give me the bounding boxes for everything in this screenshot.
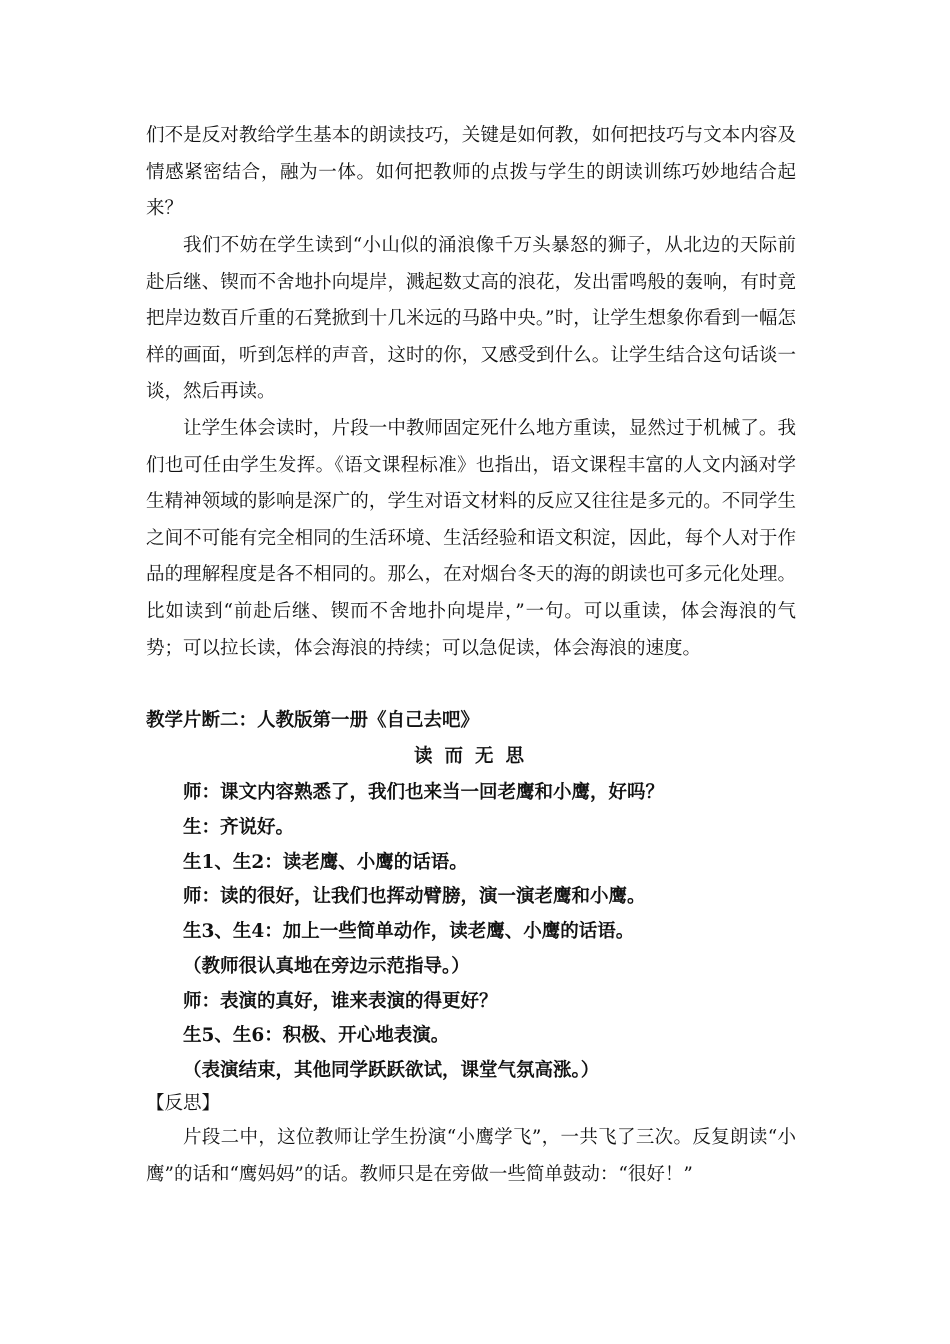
- dialogue-line: 师：课文内容熟悉了，我们也来当一回老鹰和小鹰，好吗？: [183, 782, 665, 803]
- dialogue-line: 师：读的很好，让我们也挥动臂膀，演一演老鹰和小鹰。: [183, 886, 646, 907]
- reflection-paragraph: 片段二中，这位教师让学生扮演“小鹰学飞”，一共飞了三次。反复朗读“小鹰”的话和“鹰妈妈”的话。教师只是在旁做一些简单鼓动：“很好！”: [146, 1127, 796, 1185]
- reflection-label: 【反思】: [146, 1093, 221, 1114]
- dialogue-line: 生：齐说好。: [183, 817, 295, 838]
- stage-note: （表演结束，其他同学跃跃欲试，课堂气氛高涨。）: [183, 1060, 600, 1081]
- section-title: 读而无思: [413, 746, 536, 767]
- paragraph-imagination: 我们不妨在学生读到“小山似的涌浪像千万头暴怒的狮子，从北边的天际前赴后继、锲而不舍地扑向堤岸，溅起数丈高的浪花，发出雷鸣般的轰响，有时竟把岸边数百斤重的石凳掀到十几米远的马路中央。”时，让学生想象你看到一幅怎样的画面，听到怎样的声音，这时的你，又感受到什么。让学生结合这句话谈一谈，然后再读。: [146, 235, 796, 403]
- paragraph-diverse-reading: 让学生体会读时，片段一中教师固定死什么地方重读，显然过于机械了。我们也可任由学生发挥。《语文课程标准》也指出，语文课程丰富的人文内涵对学生精神领域的影响是深广的，学生对语文材料的反应又往往是多元的。不同学生之间不可能有完全相同的生活环境、生活经验和语文积淀，因此，每个人对于作品的理解程度是各不相同的。那么，在对烟台冬天的海的朗读也可多元化处理。比如读到“前赴后继、锲而不舍地扑向堤岸，”一句。可以重读，体会海浪的气势；可以拉长读，体会海浪的持续；可以急促读，体会海浪的速度。: [146, 418, 796, 659]
- dialogue-line: 师：表演的真好，谁来表演的得更好？: [183, 991, 498, 1012]
- dialogue-line: 生3、生4：加上一些简单动作，读老鹰、小鹰的话语。: [183, 921, 635, 942]
- section-heading: 教学片断二：人教版第一册《自己去吧》: [146, 710, 480, 731]
- dialogue-line: 生5、生6：积极、开心地表演。: [183, 1025, 450, 1046]
- paragraph-continued: 们不是反对教给学生基本的朗读技巧，关键是如何教，如何把技巧与文本内容及情感紧密结合，融为一体。如何把教师的点拨与学生的朗读训练巧妙地结合起来？: [146, 125, 796, 220]
- dialogue-line: 生1、生2：读老鹰、小鹰的话语。: [183, 852, 468, 873]
- stage-note: （教师很认真地在旁边示范指导。）: [183, 956, 470, 977]
